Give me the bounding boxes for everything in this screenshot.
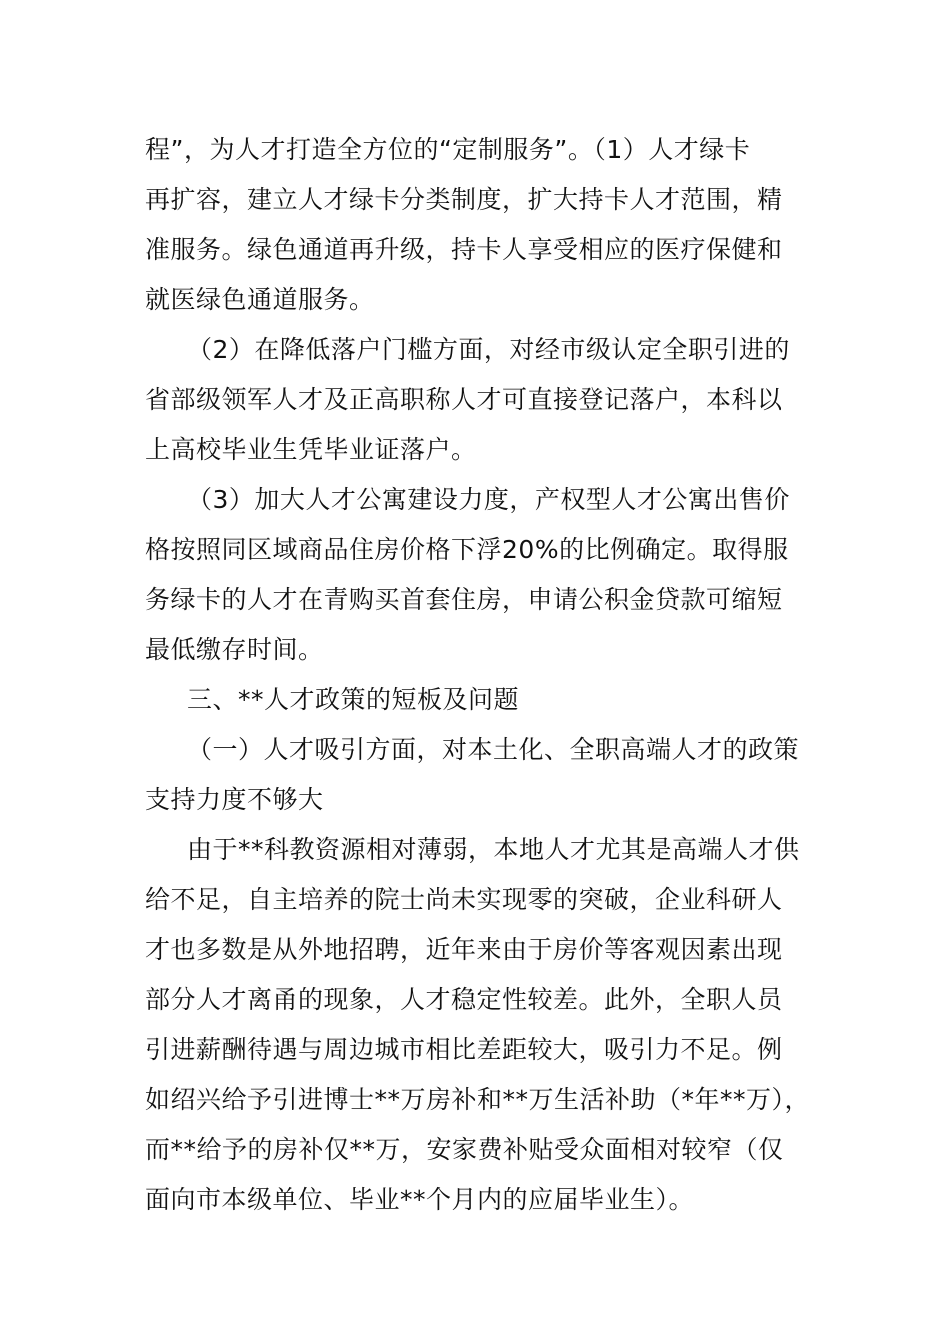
paragraph-line: 而**给予的房补仅**万，安家费补贴受众面相对较窄（仅 bbox=[145, 1135, 784, 1164]
paragraph-line: （2）在降低落户门槛方面，对经市级认定全职引进的 bbox=[187, 335, 790, 364]
paragraph-line: 才也多数是从外地招聘，近年来由于房价等客观因素出现 bbox=[145, 935, 783, 964]
subsection-heading-line: （一）人才吸引方面，对本土化、全职高端人才的政策 bbox=[187, 735, 800, 764]
paragraph-line: 务绿卡的人才在青购买首套住房，申请公积金贷款可缩短 bbox=[145, 585, 783, 614]
paragraph-line: 引进薪酬待遇与周边城市相比差距较大，吸引力不足。例 bbox=[145, 1035, 783, 1064]
paragraph-line: 部分人才离甬的现象，人才稳定性较差。此外，全职人员 bbox=[145, 985, 783, 1014]
paragraph-line: 就医绿色通道服务。 bbox=[145, 285, 375, 314]
section-heading: 三、**人才政策的短板及问题 bbox=[187, 685, 520, 714]
paragraph-line: （3）加大人才公寓建设力度，产权型人才公寓出售价 bbox=[187, 485, 790, 514]
paragraph-line: 上高校毕业生凭毕业证落户。 bbox=[145, 435, 477, 464]
paragraph-line: 再扩容，建立人才绿卡分类制度，扩大持卡人才范围，精 bbox=[145, 185, 783, 214]
paragraph-line: 如绍兴给予引进博士**万房补和**万生活补助（*年**万）， bbox=[145, 1085, 811, 1114]
paragraph-line: 程”，为人才打造全方位的“定制服务”。（1）人才绿卡 bbox=[145, 135, 751, 164]
paragraph-line: 面向市本级单位、毕业**个月内的应届毕业生）。 bbox=[145, 1185, 695, 1214]
paragraph-line: 准服务。绿色通道再升级，持卡人享受相应的医疗保健和 bbox=[145, 235, 783, 264]
paragraph-line: 格按照同区域商品住房价格下浮20%的比例确定。取得服 bbox=[145, 535, 789, 564]
paragraph-line: 省部级领军人才及正高职称人才可直接登记落户，本科以 bbox=[145, 385, 783, 414]
paragraph-line: 给不足，自主培养的院士尚未实现零的突破，企业科研人 bbox=[145, 885, 783, 914]
paragraph-line: 由于**科教资源相对薄弱，本地人才尤其是高端人才供 bbox=[187, 835, 800, 864]
subsection-heading-line: 支持力度不够大 bbox=[145, 785, 324, 814]
paragraph-line: 最低缴存时间。 bbox=[145, 635, 324, 664]
